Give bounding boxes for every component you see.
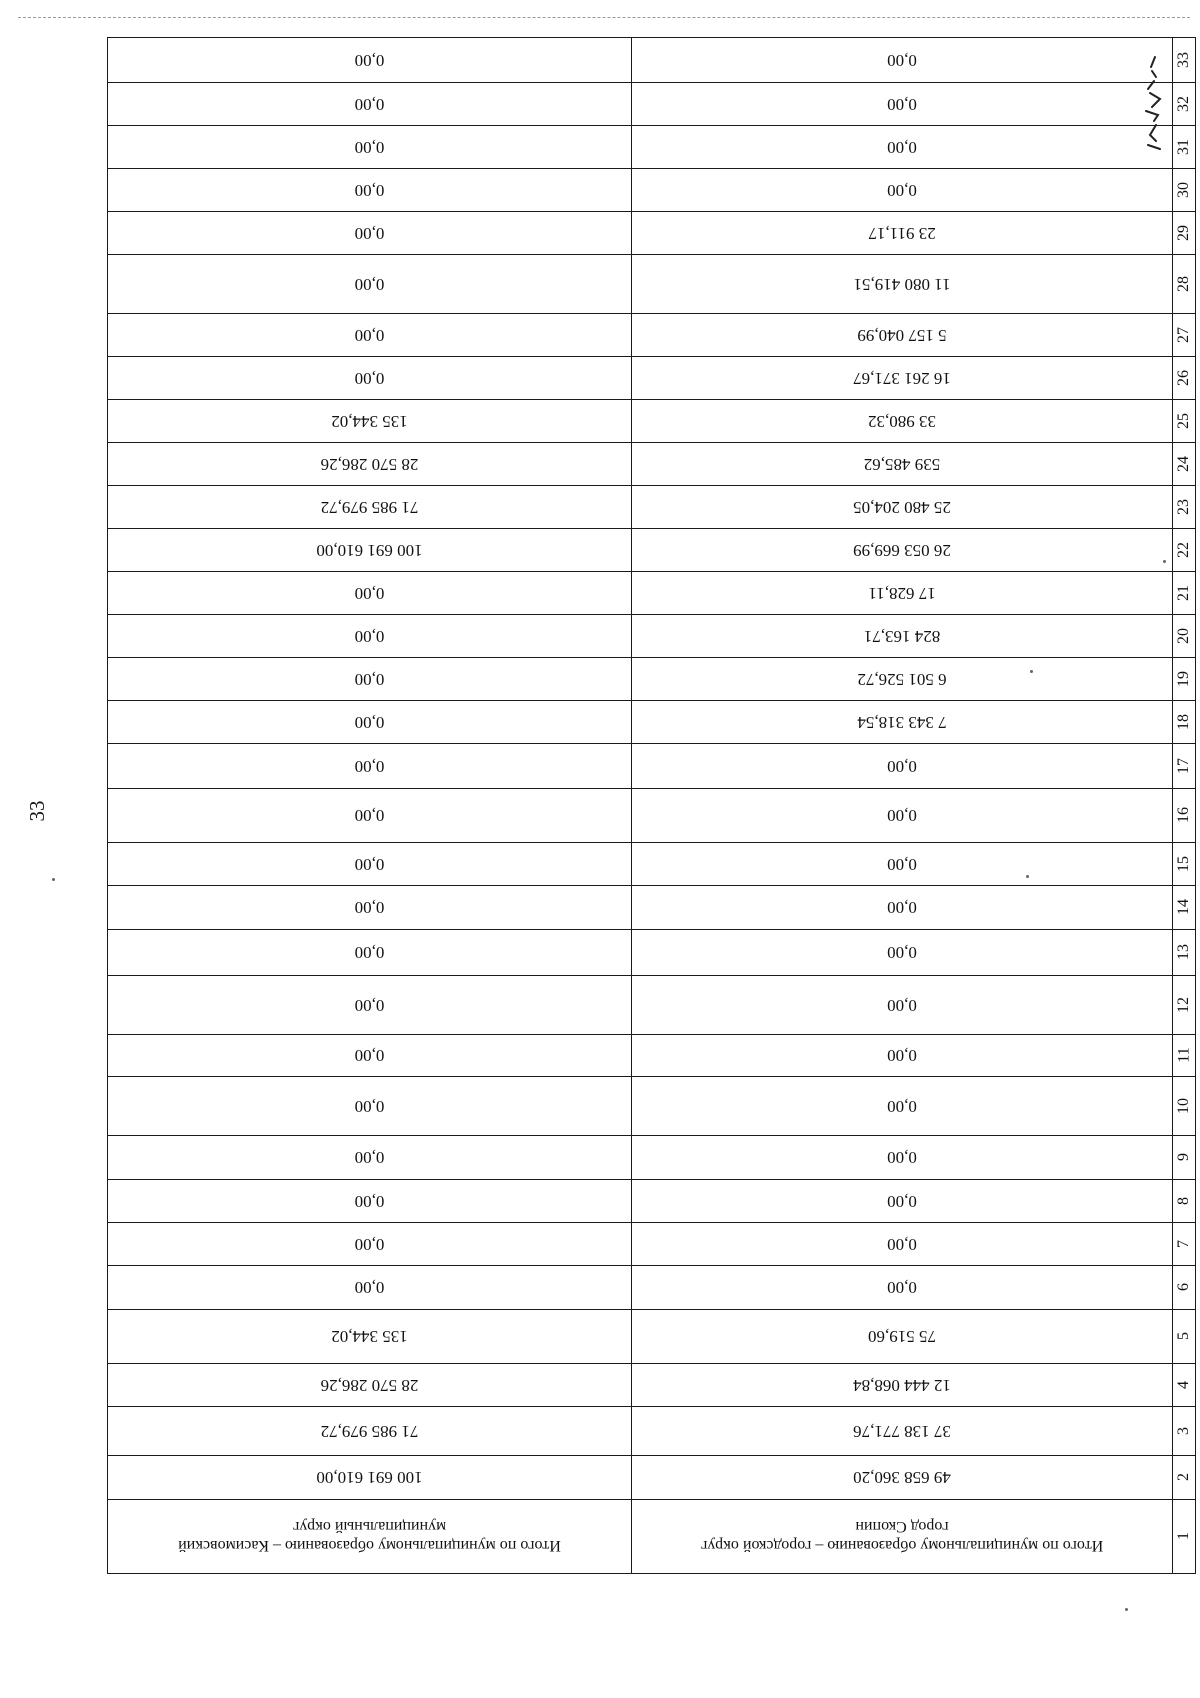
row-number: 29 [1175,225,1192,241]
table-row [108,701,1196,744]
value-skopin: 0,00 [632,789,1173,843]
table-row [108,1223,1196,1266]
row-number: 20 [1175,628,1192,644]
row-number: 15 [1175,856,1192,872]
value-kasimov: 0,00 [108,314,632,357]
table-row [108,658,1196,701]
value-skopin: 12 444 068,84 [632,1364,1173,1407]
row-number: 6 [1175,1283,1192,1292]
table-row [108,1180,1196,1223]
row-number: 19 [1175,671,1192,687]
table-row [108,615,1196,658]
table-row [108,930,1196,976]
value-kasimov: 0,00 [108,212,632,255]
row-number-cell [1173,255,1196,314]
row-number-cell [1173,83,1196,126]
value-skopin: 824 163,71 [632,615,1173,658]
row-number-cell [1173,1456,1196,1500]
row-number-cell [1173,1136,1196,1180]
value-kasimov: 0,00 [108,1266,632,1310]
row-number-cell [1173,744,1196,789]
value-skopin: 75 519,60 [632,1310,1173,1364]
value-skopin: 0,00 [632,126,1173,169]
row-number-cell [1173,1364,1196,1407]
table-row [108,789,1196,843]
value-kasimov: 0,00 [108,843,632,886]
value-skopin: 37 138 771,76 [632,1407,1173,1456]
row-number: 30 [1175,182,1192,198]
table-row [108,843,1196,886]
row-number: 18 [1175,714,1192,730]
table-row [108,1310,1196,1364]
value-kasimov: 135 344,02 [108,400,632,443]
table-body [108,38,1196,1574]
value-skopin: 0,00 [632,744,1173,789]
row-number-cell [1173,1310,1196,1364]
table-row [108,976,1196,1035]
table-row [108,1456,1196,1500]
value-skopin: 0,00 [632,1035,1173,1077]
value-skopin: 0,00 [632,169,1173,212]
row-number-cell [1173,1180,1196,1223]
value-skopin: 33 980,32 [632,400,1173,443]
row-number-cell [1173,930,1196,976]
value-kasimov: 0,00 [108,976,632,1035]
table-row [108,1136,1196,1180]
table-row [108,1500,1196,1574]
value-skopin: 0,00 [632,1136,1173,1180]
value-skopin: 23 911,17 [632,212,1173,255]
value-kasimov: 0,00 [108,1180,632,1223]
value-kasimov: 0,00 [108,1035,632,1077]
table-row [108,314,1196,357]
table-row [108,126,1196,169]
value-skopin: 16 261 371,67 [632,357,1173,400]
value-kasimov: 0,00 [108,1077,632,1136]
table-row [108,400,1196,443]
row-number-cell [1173,443,1196,486]
row-number: 14 [1175,899,1192,916]
row-number-cell [1173,1407,1196,1456]
value-kasimov: 28 570 286,26 [108,443,632,486]
row-number: 13 [1175,944,1192,961]
table-row [108,1266,1196,1310]
row-number: 10 [1175,1098,1192,1114]
value-skopin: 0,00 [632,83,1173,126]
value-kasimov: 0,00 [108,930,632,976]
row-number-cell [1173,1223,1196,1266]
table-row [108,83,1196,126]
value-kasimov: 0,00 [108,1223,632,1266]
table-row [108,255,1196,314]
value-kasimov: 0,00 [108,357,632,400]
table-row [108,357,1196,400]
row-number-cell [1173,38,1196,83]
row-number-cell [1173,789,1196,843]
row-number: 22 [1175,542,1192,558]
row-number: 21 [1175,585,1192,601]
value-skopin: 0,00 [632,1266,1173,1310]
value-skopin: 539 485,62 [632,443,1173,486]
value-skopin: 11 080 419,51 [632,255,1173,314]
table-row [108,744,1196,789]
row-number-cell [1173,314,1196,357]
table-row [108,1364,1196,1407]
value-kasimov: 0,00 [108,126,632,169]
row-number-cell [1173,658,1196,701]
row-number-cell [1173,486,1196,529]
value-skopin: 0,00 [632,1077,1173,1136]
row-number-cell [1173,1077,1196,1136]
value-kasimov: 0,00 [108,658,632,701]
value-kasimov: 71 985 979,72 [108,1407,632,1456]
value-skopin: 5 157 040,99 [632,314,1173,357]
row-number-cell [1173,572,1196,615]
row-number-cell [1173,529,1196,572]
value-kasimov: 0,00 [108,1136,632,1180]
row-number: 8 [1175,1197,1192,1205]
row-number: 9 [1175,1153,1192,1162]
row-number: 23 [1175,499,1192,515]
value-skopin: 49 658 360,20 [632,1456,1173,1500]
row-number-cell [1173,400,1196,443]
table-row [108,529,1196,572]
value-skopin: 26 053 669,99 [632,529,1173,572]
row-number: 25 [1175,413,1192,429]
row-number: 2 [1175,1473,1192,1482]
row-number: 24 [1175,456,1192,472]
row-number: 3 [1175,1427,1192,1435]
row-number: 32 [1175,96,1192,112]
value-kasimov: 0,00 [108,83,632,126]
row-number-cell [1173,886,1196,930]
row-number-cell [1173,1035,1196,1077]
scan-speck [52,878,55,881]
value-kasimov: 0,00 [108,789,632,843]
row-number: 33 [1175,52,1192,68]
row-number: 1 [1175,1532,1192,1541]
value-kasimov: 0,00 [108,169,632,212]
row-number: 16 [1175,807,1192,824]
value-kasimov: 0,00 [108,701,632,744]
value-kasimov: 0,00 [108,255,632,314]
row-number-cell [1173,1266,1196,1310]
value-skopin: 7 343 318,54 [632,701,1173,744]
value-skopin: 0,00 [632,38,1173,83]
row-number: 28 [1175,276,1192,292]
table-row [108,38,1196,83]
value-kasimov: 0,00 [108,886,632,930]
table-row [108,1035,1196,1077]
row-number: 4 [1175,1381,1192,1389]
table-row [108,1077,1196,1136]
value-skopin: 0,00 [632,1223,1173,1266]
value-skopin: 0,00 [632,976,1173,1035]
data-table [107,37,1196,1574]
table-row [108,1407,1196,1456]
row-number-cell [1173,357,1196,400]
row-number-cell [1173,976,1196,1035]
value-skopin: 25 480 204,05 [632,486,1173,529]
scan-speck [1125,1608,1128,1611]
scan-edge-line [18,17,1190,18]
row-number-cell [1173,126,1196,169]
value-kasimov: 0,00 [108,744,632,789]
page-number: 33 [25,800,49,822]
row-number: 5 [1175,1332,1192,1341]
value-skopin: 0,00 [632,1180,1173,1223]
value-skopin: 0,00 [632,930,1173,976]
row-number: 12 [1175,997,1192,1013]
table-row [108,169,1196,212]
value-skopin: 0,00 [632,843,1173,886]
value-kasimov: 0,00 [108,615,632,658]
row-number: 7 [1175,1240,1192,1248]
header-kasimov: Итого по муниципальному образованию – Касимовский муниципальный округ [108,1500,632,1574]
value-kasimov: 0,00 [108,38,632,83]
table-row [108,572,1196,615]
row-number-cell [1173,843,1196,886]
row-number-cell [1173,1500,1196,1574]
row-number-cell [1173,169,1196,212]
value-kasimov: 71 985 979,72 [108,486,632,529]
table-row [108,486,1196,529]
value-kasimov: 100 691 610,00 [108,1456,632,1500]
value-skopin: 17 628,11 [632,572,1173,615]
value-kasimov: 135 344,02 [108,1310,632,1364]
value-skopin: 0,00 [632,886,1173,930]
value-kasimov: 0,00 [108,572,632,615]
row-number: 27 [1175,327,1192,343]
value-kasimov: 28 570 286,26 [108,1364,632,1407]
value-kasimov: 100 691 610,00 [108,529,632,572]
header-skopin: Итого по муниципальному образованию – городской округ город Скопин [632,1500,1173,1574]
row-number-cell [1173,701,1196,744]
table-row [108,886,1196,930]
row-number-cell [1173,615,1196,658]
row-number-cell [1173,212,1196,255]
value-skopin: 6 501 526,72 [632,658,1173,701]
row-number: 31 [1175,139,1192,155]
table-row [108,443,1196,486]
row-number: 11 [1175,1047,1192,1064]
row-number: 26 [1175,370,1192,386]
table-row [108,212,1196,255]
row-number: 17 [1175,758,1192,774]
